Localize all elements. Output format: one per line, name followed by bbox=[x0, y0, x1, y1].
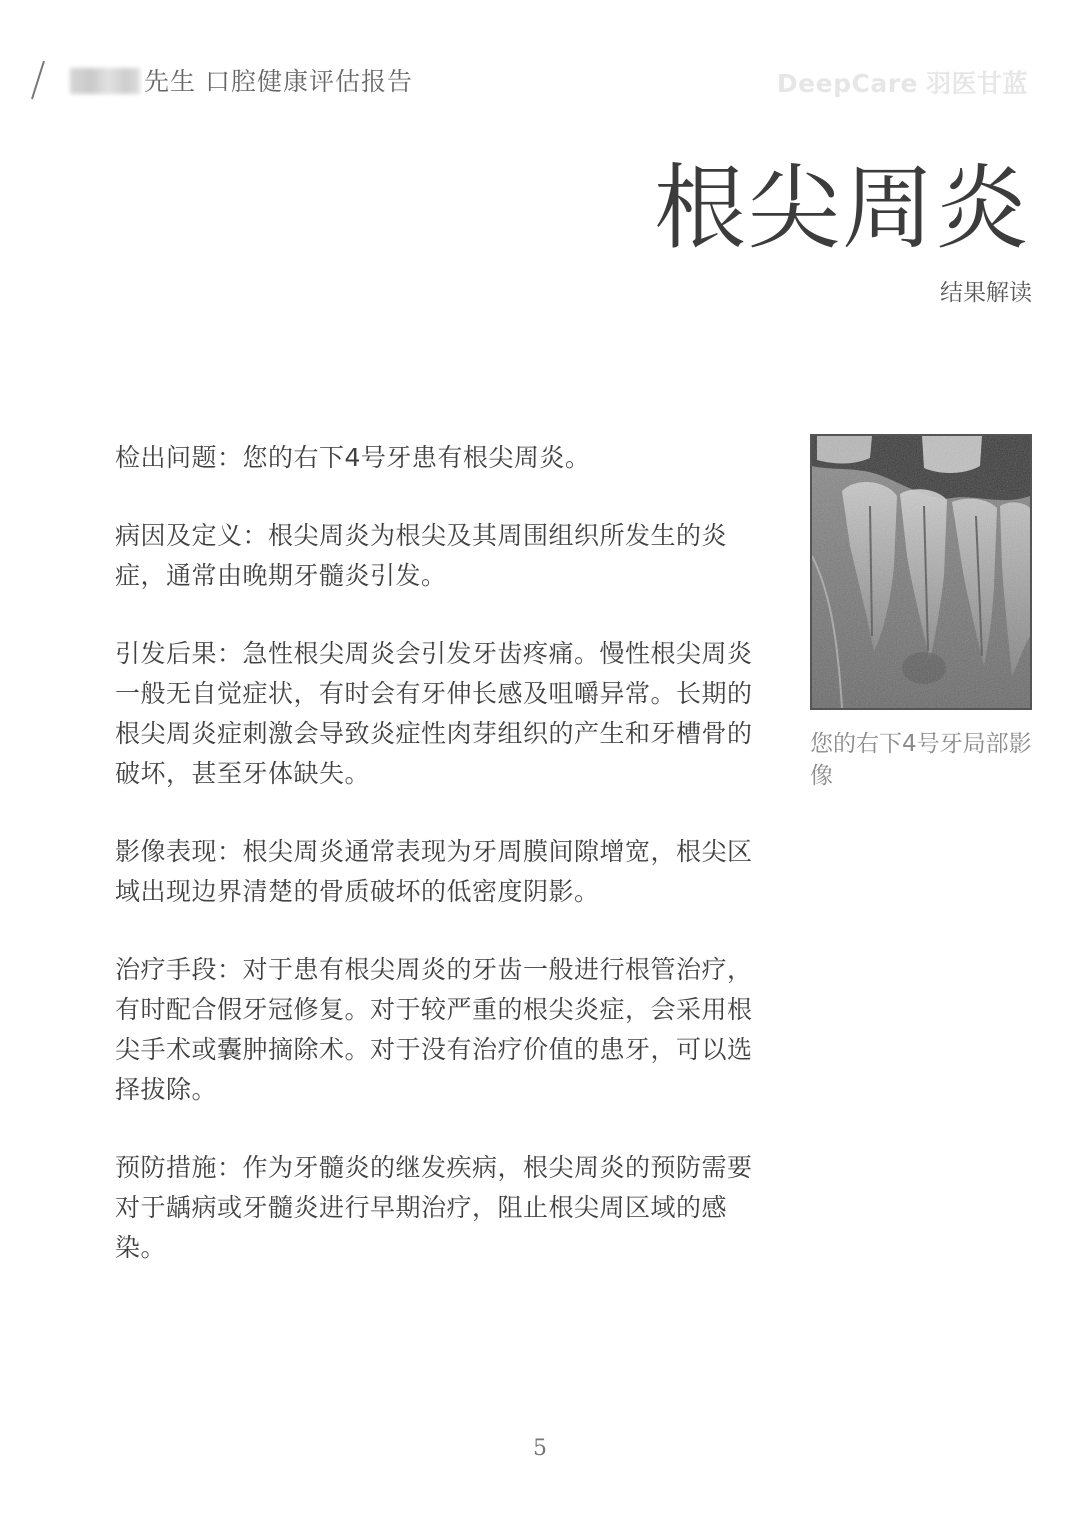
xray-figure bbox=[810, 434, 1032, 792]
report-header-title bbox=[70, 62, 413, 98]
xray-caption: 您的右下4号牙局部影像 bbox=[810, 731, 1032, 789]
section-treatment: 治疗手段：对于患有根尖周炎的牙齿一般进行根管治疗，有时配合假牙冠修复。对于较严重的根尖炎症，会采用根尖手术或囊肿摘除术。对于没有治疗价值的患牙，可以选择拔除。 bbox=[115, 955, 753, 1104]
section-prevention: 预防措施：作为牙髓炎的继发疾病，根尖周炎的预防需要对于龋病或牙髓炎进行早期治疗，阻止根尖周区域的感染。 bbox=[115, 1153, 753, 1262]
header-slash-decoration bbox=[30, 60, 46, 100]
page-title: 根尖周炎 bbox=[653, 155, 1030, 262]
section-detected-problem: 检出问题：您的右下4号牙患有根尖周炎。 bbox=[115, 443, 591, 472]
redacted-patient-name bbox=[70, 68, 140, 94]
report-header-text: 先生 口腔健康评估报告 bbox=[144, 67, 413, 96]
dental-xray-image bbox=[810, 434, 1032, 710]
brand-logo bbox=[777, 64, 1028, 100]
section-imaging: 影像表现：根尖周炎通常表现为牙周膜间隙增宽，根尖区域出现边界清楚的骨质破坏的低密度阴影。 bbox=[115, 837, 753, 906]
brand-name-en: DeepCare bbox=[776, 69, 918, 98]
page-subtitle: 结果解读 bbox=[940, 280, 1032, 306]
section-consequences: 引发后果：急性根尖周炎会引发牙齿疼痛。慢性根尖周炎一般无自觉症状，有时会有牙伸长感及咀嚼异常。长期的根尖周炎症刺激会导致炎症性肉芽组织的产生和牙槽骨的破坏，甚至牙体缺失。 bbox=[115, 639, 753, 788]
brand-name-cn: 羽医甘蓝 bbox=[925, 69, 1028, 98]
result-explanation bbox=[115, 438, 755, 1306]
page-number: 5 bbox=[533, 1436, 547, 1461]
section-cause-definition: 病因及定义：根尖周炎为根尖及其周围组织所发生的炎症，通常由晚期牙髓炎引发。 bbox=[115, 521, 728, 590]
